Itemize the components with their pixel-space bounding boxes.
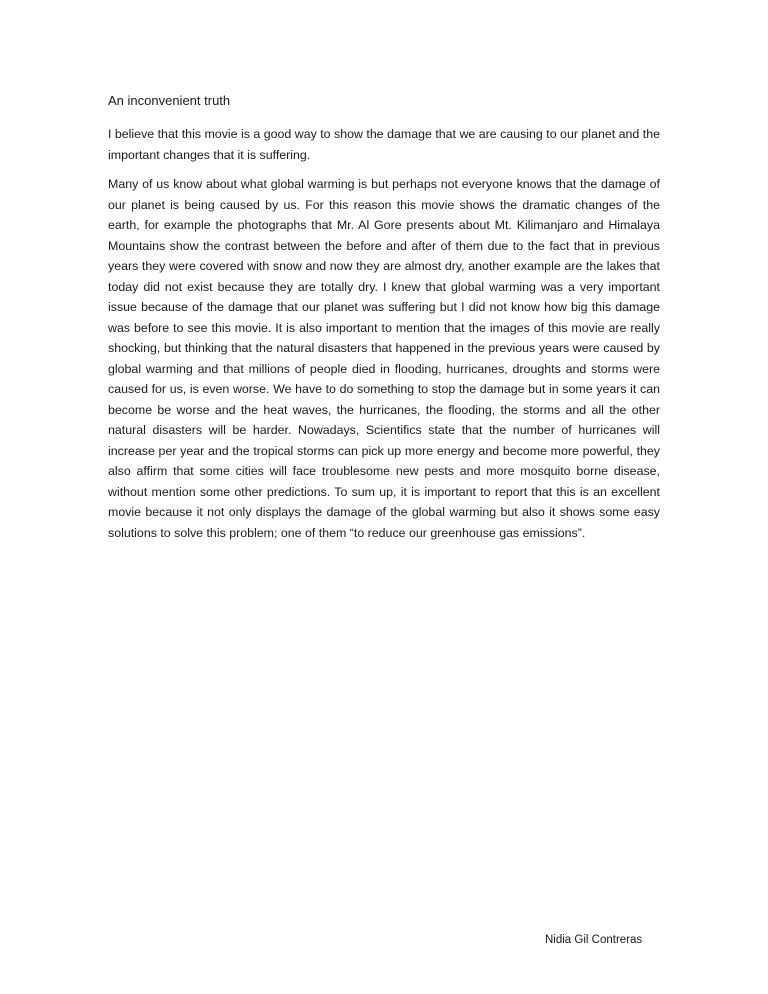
paragraph-main: Many of us know about what global warming is but perhaps not everyone knows that the damage of our planet is being caused by us. For this reason this movie shows the dramatic changes of the earth, for example the photographs that Mr. Al Gore presents about Mt. Kilimanjaro and Himalaya Mountains show the contrast between the before and after of them due to the fact that in previous years they were covered with snow and now they are almost dry, another example are the lakes that today did not exist because they are totally dry. I knew that global warming was a very important issue because of the damage that our planet was suffering but I did not know how big this damage was before to see this movie. It is also important to mention that the images of this movie are really shocking, but thinking that the natural disasters that happened in the previous years were caused by global warming and that millions of people died in flooding, hurricanes, droughts and storms were caused for us, is even worse. We have to do something to stop the damage but in some years it can become be worse and the heat waves, the hurricanes, the flooding, the storms and all the other natural disasters will be harder. Nowadays, Scientifics state that the number of hurricanes will increase per year and the tropical storms can pick up more energy and become more powerful, they also affirm that some cities will face troublesome new pests and more mosquito borne disease, without mention some other predictions. To sum up, it is important to report that this is an excellent movie because it not only displays the damage of the global warming but also it shows some easy solutions to solve this problem; one of them “to reduce our greenhouse gas emissions”.	[108, 177, 660, 540]
document-body	[108, 124, 660, 552]
document-title: An inconvenient truth	[108, 93, 231, 108]
author-signature: Nidia Gil Contreras	[545, 934, 643, 946]
paragraph-intro: I believe that this movie is a good way to show the damage that we are causing to our planet and the important changes that it is suffering.	[108, 127, 660, 162]
